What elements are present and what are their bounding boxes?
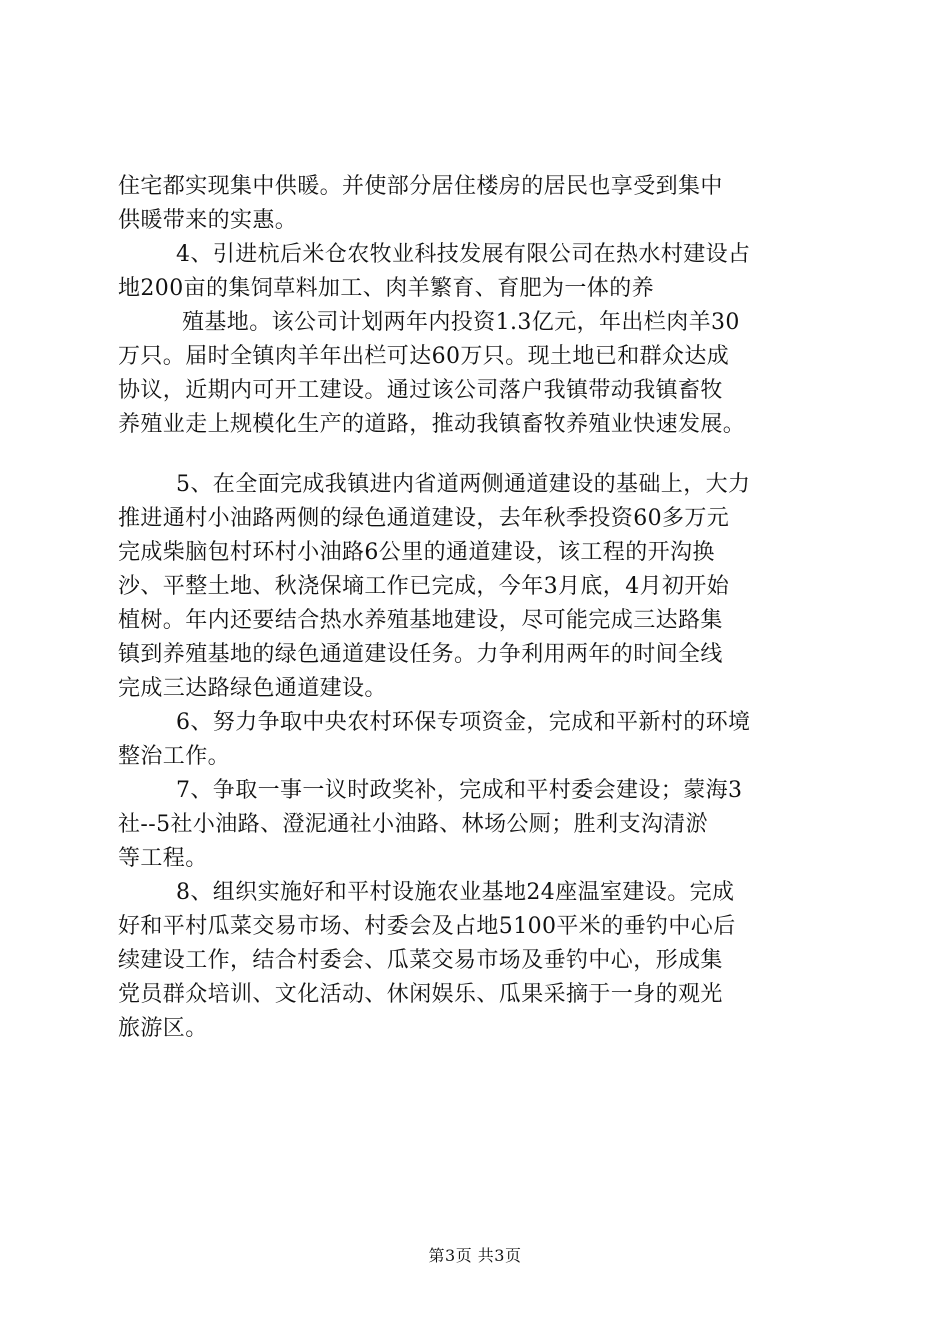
text-line: 镇到养殖基地的绿色通道建设任务。力争利用两年的时间全线 [118,642,723,667]
text-line: 整治工作。 [118,744,231,769]
paragraph-4-start: 4、引进杭后米仓农牧业科技发展有限公司在热水村建设占 [176,242,751,267]
paragraph-8-start: 8、组织实施好和平村设施农业基地24座温室建设。完成 [176,880,735,905]
paragraph-6-start: 6、努力争取中央农村环保专项资金，完成和平新村的环境 [176,710,751,735]
text-line: 住宅都实现集中供暖。并使部分居住楼房的居民也享受到集中 [118,174,723,199]
page-number-footer: 第3页 共3页 [428,1246,522,1265]
text-line: 供暖带来的实惠。 [118,208,298,233]
text-line: 植树。年内还要结合热水养殖基地建设，尽可能完成三达路集 [118,608,723,633]
text-line: 完成柴脑包村环村小油路6公里的通道建设，该工程的开沟换 [118,540,715,565]
text-line: 沙、平整土地、秋浇保墒工作已完成，今年3月底，4月初开始 [118,574,730,599]
text-line: 续建设工作，结合村委会、瓜菜交易市场及垂钓中心，形成集 [118,948,723,973]
text-line: 协议，近期内可开工建设。通过该公司落户我镇带动我镇畜牧 [118,378,723,403]
text-line: 旅游区。 [118,1016,208,1041]
document-body [118,170,838,1046]
text-line: 好和平村瓜菜交易市场、村委会及占地5100平米的垂钓中心后 [118,914,736,939]
text-line: 完成三达路绿色通道建设。 [118,676,387,701]
paragraph-gap [118,442,838,468]
text-line: 地200亩的集饲草料加工、肉羊繁育、育肥为一体的养 [118,276,654,301]
text-line: 社--5社小油路、澄泥通社小油路、林场公厕；胜利支沟清淤 [118,812,709,837]
paragraph-5-start: 5、在全面完成我镇进内省道两侧通道建设的基础上，大力 [176,472,751,497]
text-line: 养殖业走上规模化生产的道路，推动我镇畜牧养殖业快速发展。 [118,412,746,437]
text-line: 万只。届时全镇肉羊年出栏可达60万只。现土地已和群众达成 [118,344,730,369]
text-line: 殖基地。该公司计划两年内投资1.3亿元，年出栏肉羊30 [182,310,740,335]
text-line: 推进通村小油路两侧的绿色通道建设，去年秋季投资60多万元 [118,506,730,531]
text-line: 党员群众培训、文化活动、休闲娱乐、瓜果采摘于一身的观光 [118,982,723,1007]
text-line: 等工程。 [118,846,208,871]
paragraph-7-start: 7、争取一事一议时政奖补，完成和平村委会建设；蒙海3 [176,778,743,803]
